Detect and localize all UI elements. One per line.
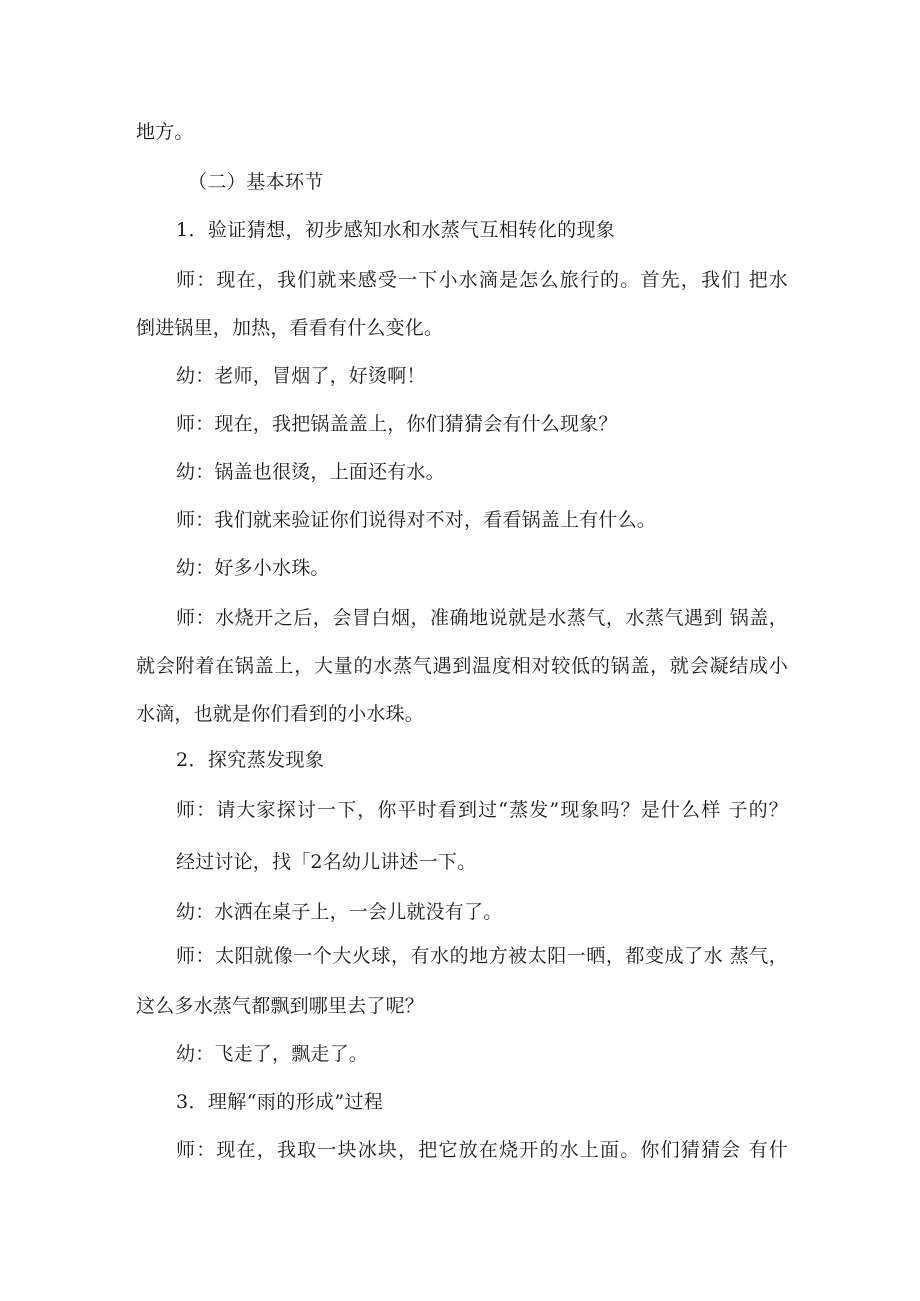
child-line-3: 幼：好多小水珠。 — [176, 557, 330, 579]
child-line-5: 幼：飞走了，飘走了。 — [176, 1043, 369, 1065]
teacher-line-6b: 这么多水蒸气都飘到哪里去了呢？ — [136, 995, 425, 1017]
teacher-line-1b: 倒进锅里，加热，看看有什么变化。 — [136, 317, 444, 339]
teacher-line-5: 师：请大家探讨一下，你平时看到过“蒸发”现象吗？是什么样 子的？ — [176, 799, 788, 821]
teacher-line-4a: 师：水烧开之后，会冒白烟，准确地说就是水蒸气，水蒸气遇到 锅盖， — [176, 607, 788, 629]
teacher-line-1a: 师：现在，我们就来感受一下小水滴是怎么旅行的。首先，我们 把水 — [176, 269, 788, 291]
teacher-line-7: 师：现在，我取一块冰块，把它放在烧开的水上面。你们猜猜会 有什 — [176, 1139, 788, 1161]
teacher-line-6a: 师：太阳就像一个大火球，有水的地方被太阳一晒，都变成了水 蒸气， — [176, 945, 788, 967]
step-heading-3: 3．理解“雨的形成”过程 — [176, 1091, 384, 1113]
child-line-1: 幼：老师，冒烟了，好烫啊！ — [176, 365, 426, 387]
narration-line-1: 经过讨论，找「2名幼儿讲述一下。 — [176, 851, 477, 873]
section-heading-basic-steps: （二）基本环节 — [188, 171, 324, 193]
child-line-4: 幼：水洒在桌子上，一会儿就没有了。 — [176, 901, 503, 923]
step-heading-2: 2．探究蒸发现象 — [176, 749, 325, 771]
text-line-continuation: 地方。 — [136, 121, 194, 143]
teacher-line-4b: 就会附着在锅盖上，大量的水蒸气遇到温度相对较低的锅盖，就会凝结成小 — [136, 655, 788, 677]
teacher-line-3: 师：我们就来验证你们说得对不对，看看锅盖上有什么。 — [176, 509, 657, 531]
step-heading-1: 1．验证猜想，初步感知水和水蒸气互相转化的现象 — [176, 219, 616, 241]
teacher-line-2: 师：现在，我把锅盖盖上，你们猜猜会有什么现象？ — [176, 413, 618, 435]
teacher-line-4c: 水滴，也就是你们看到的小水珠。 — [136, 703, 425, 725]
child-line-2: 幼：锅盖也很烫，上面还有水。 — [176, 461, 445, 483]
